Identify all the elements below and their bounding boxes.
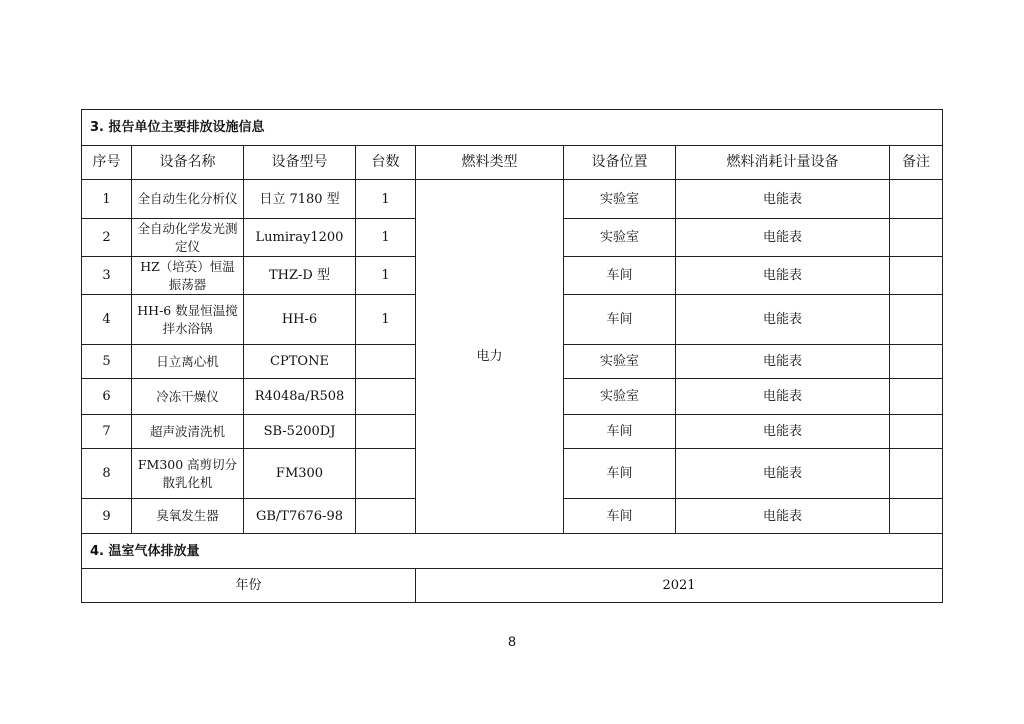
row-note [890, 257, 943, 295]
row-model: GB/T7676-98 [244, 499, 356, 534]
row-meter: 电能表 [676, 345, 890, 379]
header-fuel-type: 燃料类型 [416, 146, 564, 180]
row-location: 车间 [564, 295, 676, 345]
row-model: HH-6 [244, 295, 356, 345]
row-count [356, 499, 416, 534]
row-meter: 电能表 [676, 415, 890, 449]
page-number: 8 [508, 633, 516, 649]
row-location: 车间 [564, 449, 676, 499]
row-model: Lumiray1200 [244, 219, 356, 257]
row-no: 8 [82, 449, 132, 499]
row-no: 5 [82, 345, 132, 379]
header-location: 设备位置 [564, 146, 676, 180]
row-name: 全自动生化分析仪 [132, 180, 244, 219]
row-location: 车间 [564, 415, 676, 449]
row-no: 9 [82, 499, 132, 534]
row-location: 实验室 [564, 345, 676, 379]
section4-title: 4. 温室气体排放量 [82, 534, 943, 569]
header-seq: 序号 [82, 146, 132, 180]
row-name: 超声波清洗机 [132, 415, 244, 449]
row-no: 1 [82, 180, 132, 219]
section3-title: 3. 报告单位主要排放设施信息 [82, 110, 943, 146]
row-meter: 电能表 [676, 295, 890, 345]
header-count: 台数 [356, 146, 416, 180]
row-count [356, 449, 416, 499]
row-count [356, 345, 416, 379]
row-name: 臭氧发生器 [132, 499, 244, 534]
row-location: 实验室 [564, 379, 676, 415]
row-meter: 电能表 [676, 499, 890, 534]
header-note: 备注 [890, 146, 943, 180]
row-meter: 电能表 [676, 180, 890, 219]
row-no: 7 [82, 415, 132, 449]
row-name: HH-6 数显恒温搅拌水浴锅 [132, 295, 244, 345]
row-note [890, 499, 943, 534]
row-count: 1 [356, 219, 416, 257]
header-fuel-meter: 燃料消耗计量设备 [676, 146, 890, 180]
row-model: 日立 7180 型 [244, 180, 356, 219]
row-meter: 电能表 [676, 379, 890, 415]
row-count [356, 379, 416, 415]
row-name: 全自动化学发光测定仪 [132, 219, 244, 257]
row-model: THZ-D 型 [244, 257, 356, 295]
row-note [890, 295, 943, 345]
row-count: 1 [356, 180, 416, 219]
header-equipment-name: 设备名称 [132, 146, 244, 180]
row-meter: 电能表 [676, 257, 890, 295]
row-count [356, 415, 416, 449]
row-no: 2 [82, 219, 132, 257]
row-model: R4048a/R508 [244, 379, 356, 415]
row-location: 实验室 [564, 180, 676, 219]
row-name: HZ（培英）恒温振荡器 [132, 257, 244, 295]
row-location: 实验室 [564, 219, 676, 257]
row-note [890, 345, 943, 379]
row-meter: 电能表 [676, 219, 890, 257]
row-location: 车间 [564, 499, 676, 534]
header-equipment-model: 设备型号 [244, 146, 356, 180]
year-label: 年份 [82, 569, 416, 603]
row-no: 4 [82, 295, 132, 345]
row-name: 冷冻干燥仪 [132, 379, 244, 415]
row-no: 6 [82, 379, 132, 415]
row-model: FM300 [244, 449, 356, 499]
year-value: 2021 [416, 569, 943, 603]
row-note [890, 180, 943, 219]
row-count: 1 [356, 295, 416, 345]
row-count: 1 [356, 257, 416, 295]
row-no: 3 [82, 257, 132, 295]
row-note [890, 379, 943, 415]
header-row [82, 146, 943, 180]
row-note [890, 219, 943, 257]
emission-facilities-table [81, 109, 943, 603]
year-row [82, 569, 943, 603]
row-model: CPTONE [244, 345, 356, 379]
row-name: FM300 高剪切分散乳化机 [132, 449, 244, 499]
row-note [890, 449, 943, 499]
row-name: 日立离心机 [132, 345, 244, 379]
row-meter: 电能表 [676, 449, 890, 499]
fuel-type-cell: 电力 [416, 180, 564, 534]
table-row [82, 180, 943, 219]
row-location: 车间 [564, 257, 676, 295]
row-note [890, 415, 943, 449]
row-model: SB-5200DJ [244, 415, 356, 449]
